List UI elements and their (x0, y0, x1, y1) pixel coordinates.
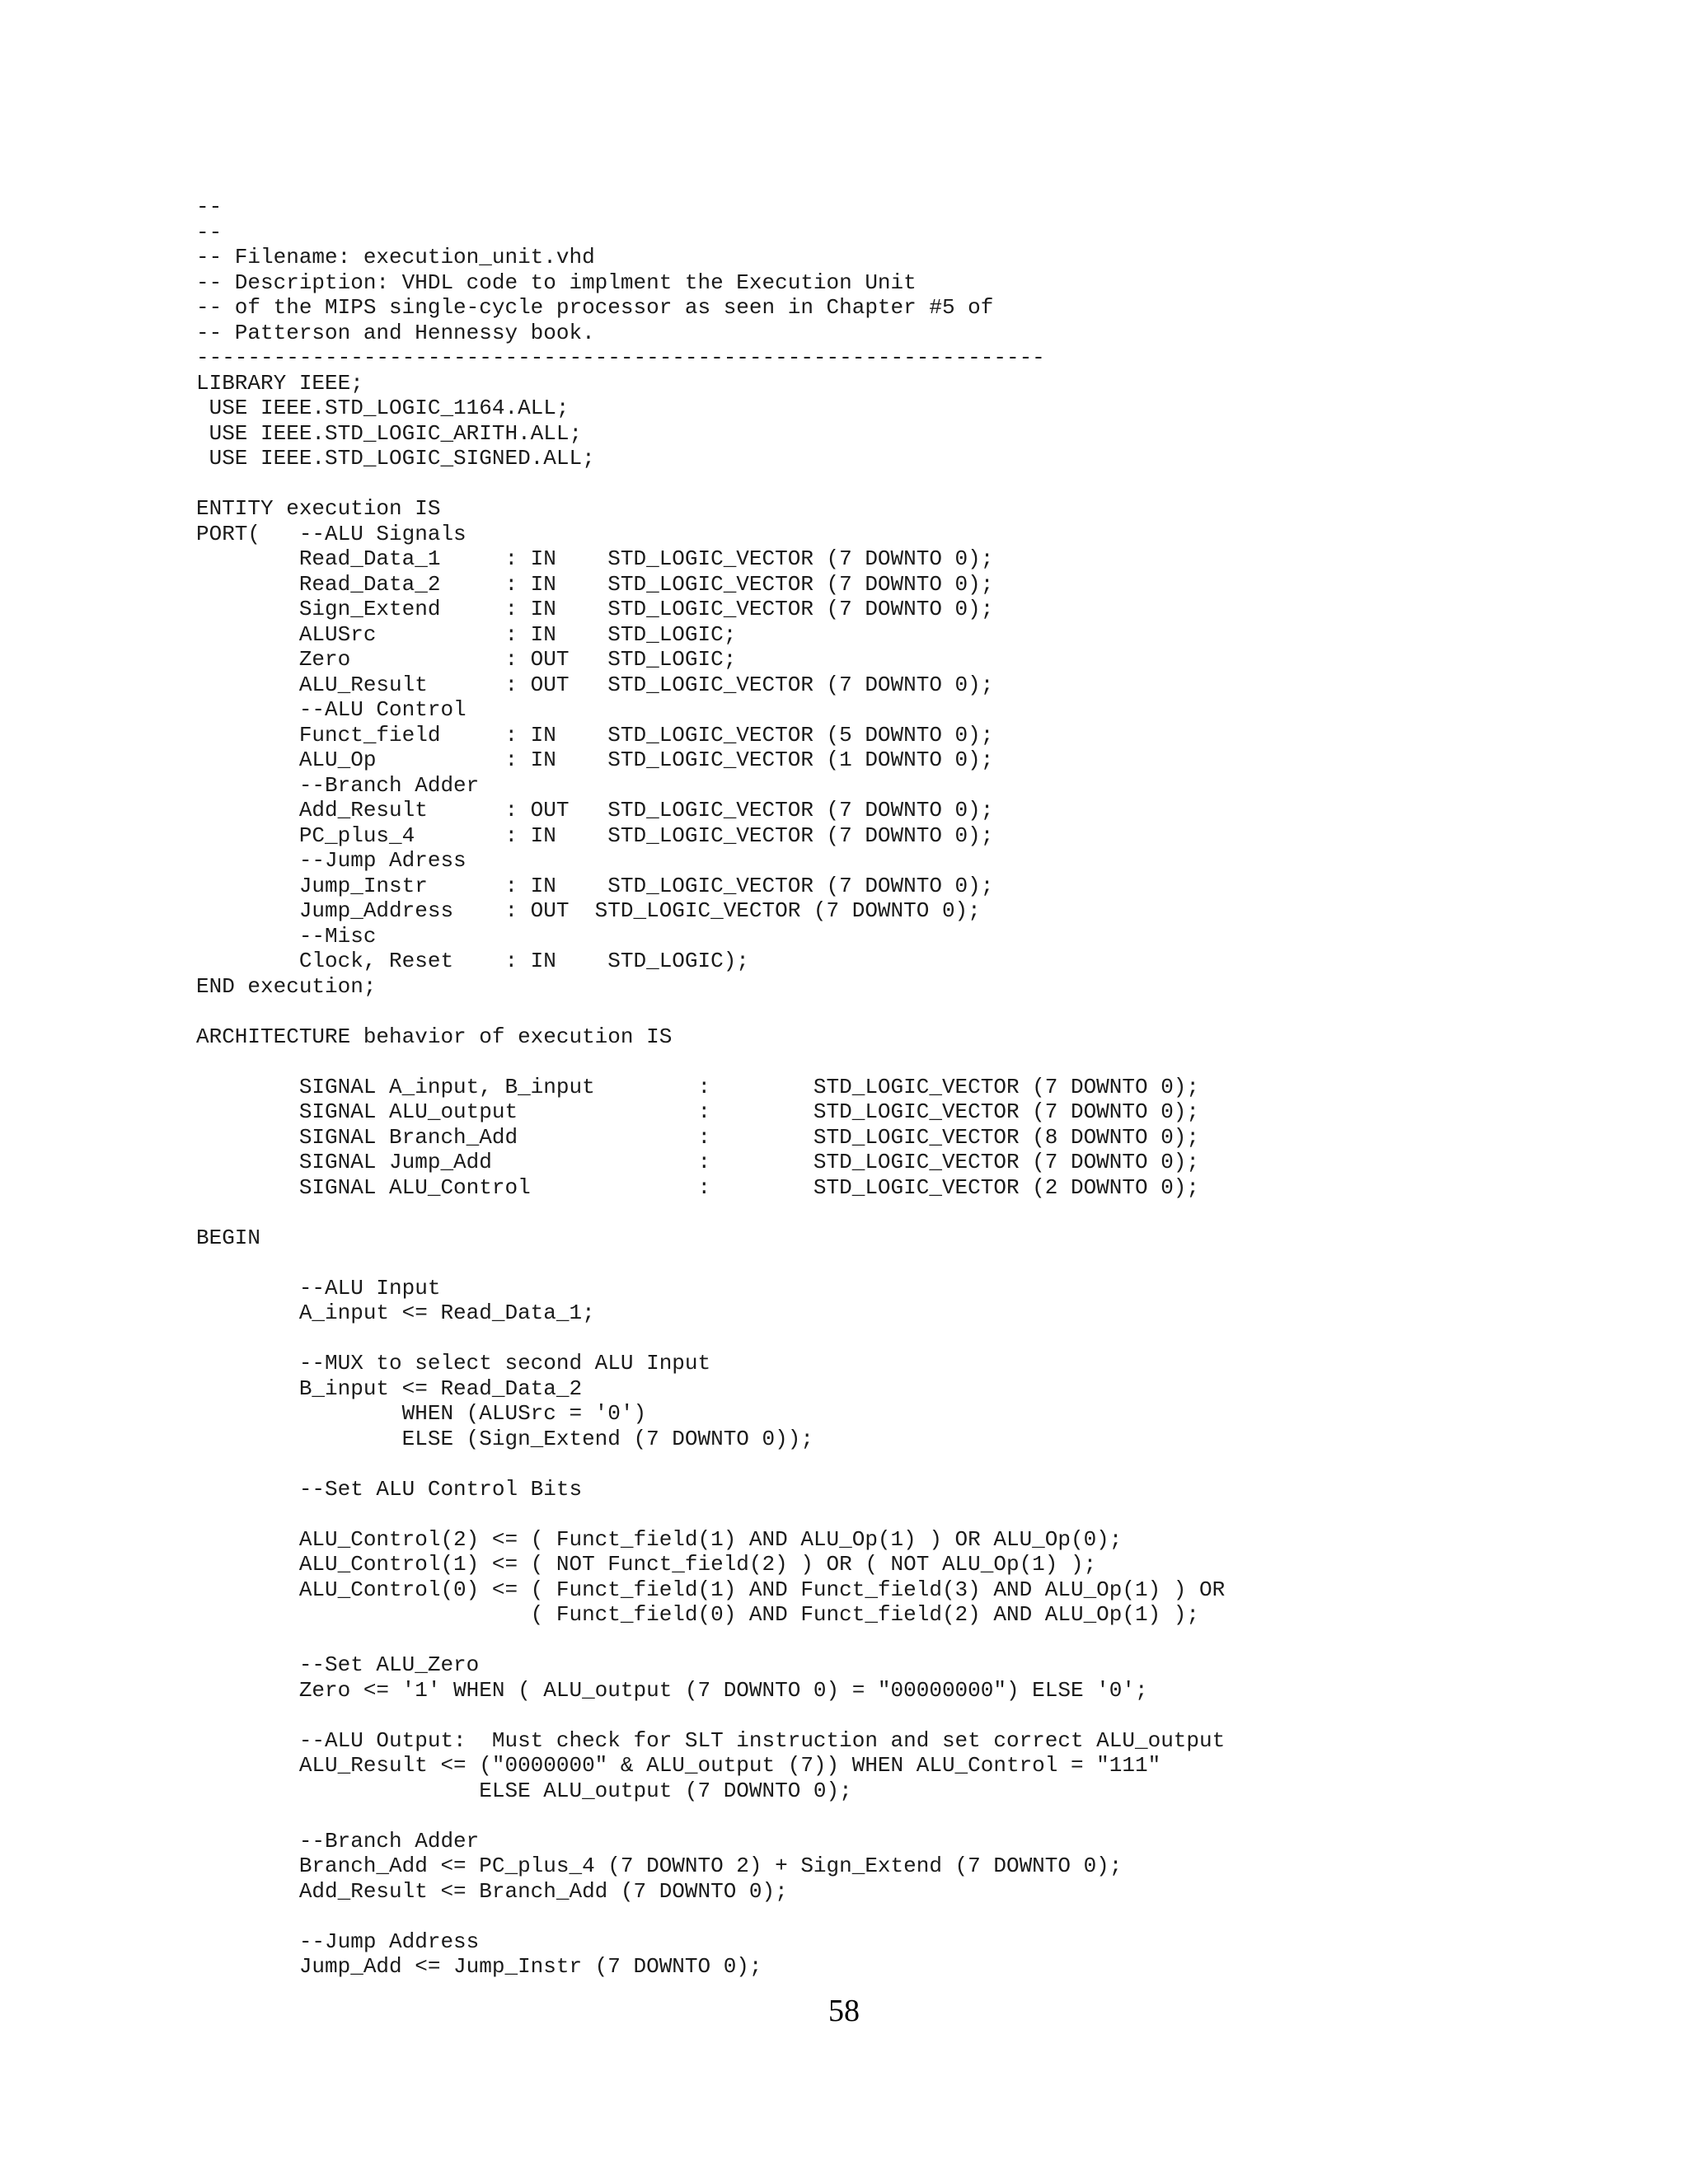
code-line: --MUX to select second ALU Input (196, 1351, 711, 1376)
code-line (196, 1326, 1225, 1352)
code-line: --Misc (196, 923, 377, 949)
code-line: --Jump Adress (196, 848, 467, 873)
code-line (196, 999, 1225, 1024)
code-line: PC_plus_4 : IN STD_LOGIC_VECTOR (7 DOWNTO 0); (196, 823, 994, 848)
code-line: ( Funct_field(0) AND Funct_field(2) AND ALU_Op(1) ); (196, 1602, 1199, 1627)
code-line: -- (196, 219, 223, 245)
code-line: USE IEEE.STD_LOGIC_ARITH.ALL; (196, 420, 583, 446)
code-line (196, 1803, 1225, 1829)
code-line: Jump_Address : OUT STD_LOGIC_VECTOR (7 DOWNTO 0); (196, 898, 981, 923)
code-line (196, 1200, 1225, 1226)
code-line: ALU_Result <= ("0000000" & ALU_output (7)) WHEN ALU_Control = "111" (196, 1753, 1161, 1778)
code-line: END execution; (196, 973, 377, 999)
code-line: ARCHITECTURE behavior of execution IS (196, 1024, 673, 1049)
code-line (196, 1250, 1225, 1276)
code-line: --Set ALU Control Bits (196, 1476, 583, 1502)
code-line: SIGNAL Branch_Add : STD_LOGIC_VECTOR (8 DOWNTO 0); (196, 1124, 1199, 1150)
code-line: LIBRARY IEEE; (196, 370, 363, 396)
code-line: WHEN (ALUSrc = '0') (196, 1401, 647, 1426)
code-line: ELSE ALU_output (7 DOWNTO 0); (196, 1778, 852, 1803)
code-line (196, 1904, 1225, 1929)
code-line: A_input <= Read_Data_1; (196, 1301, 595, 1325)
code-line: -- Description: VHDL code to implment the Execution Unit (196, 269, 917, 295)
code-line: Sign_Extend : IN STD_LOGIC_VECTOR (7 DOWNTO 0); (196, 597, 994, 621)
code-line (196, 1628, 1225, 1653)
code-line: ------------------------------------------------------------------ (196, 345, 1045, 370)
code-line: ALUSrc : IN STD_LOGIC; (196, 621, 737, 647)
code-line (196, 471, 1225, 497)
code-line: --ALU Control (196, 697, 467, 722)
vhdl-code-listing (196, 194, 1225, 1980)
code-line: ENTITY execution IS (196, 496, 441, 521)
code-line: ALU_Control(1) <= ( NOT Funct_field(2) ) OR ( NOT ALU_Op(1) ); (196, 1552, 1097, 1577)
code-line: --ALU Input (196, 1275, 441, 1301)
code-line: SIGNAL A_input, B_input : STD_LOGIC_VECTOR (7 DOWNTO 0); (196, 1074, 1199, 1099)
code-line: SIGNAL ALU_output : STD_LOGIC_VECTOR (7 DOWNTO 0); (196, 1099, 1199, 1124)
code-line: Add_Result : OUT STD_LOGIC_VECTOR (7 DOWNTO 0); (196, 798, 994, 823)
code-line: Read_Data_1 : IN STD_LOGIC_VECTOR (7 DOWNTO 0); (196, 546, 994, 571)
code-line: -- of the MIPS single-cycle processor as seen in Chapter #5 of (196, 295, 994, 320)
code-line: -- (196, 194, 223, 219)
code-line: -- Patterson and Hennessy book. (196, 320, 595, 345)
code-line: ALU_Result : OUT STD_LOGIC_VECTOR (7 DOWNTO 0); (196, 672, 994, 697)
code-line: PORT( --ALU Signals (196, 521, 467, 546)
code-line: ALU_Control(2) <= ( Funct_field(1) AND ALU_Op(1) ) OR ALU_Op(0); (196, 1526, 1123, 1552)
code-line (196, 1451, 1225, 1477)
code-line: --ALU Output: Must check for SLT instruction and set correct ALU_output (196, 1727, 1226, 1753)
code-line: Zero <= '1' WHEN ( ALU_output (7 DOWNTO 0) = "00000000") ELSE '0'; (196, 1677, 1148, 1703)
code-line (196, 1703, 1225, 1728)
code-line: Read_Data_2 : IN STD_LOGIC_VECTOR (7 DOWNTO 0); (196, 571, 994, 597)
code-line: SIGNAL ALU_Control : STD_LOGIC_VECTOR (2 DOWNTO 0); (196, 1174, 1199, 1200)
code-line: Jump_Instr : IN STD_LOGIC_VECTOR (7 DOWNTO 0); (196, 873, 994, 898)
page-number: 58 (828, 1994, 860, 2028)
code-line: SIGNAL Jump_Add : STD_LOGIC_VECTOR (7 DOWNTO 0); (196, 1150, 1199, 1174)
code-line: Branch_Add <= PC_plus_4 (7 DOWNTO 2) + Sign_Extend (7 DOWNTO 0); (196, 1854, 1123, 1878)
code-line: B_input <= Read_Data_2 (196, 1376, 583, 1401)
code-line: USE IEEE.STD_LOGIC_1164.ALL; (196, 396, 570, 420)
code-line: Zero : OUT STD_LOGIC; (196, 647, 737, 672)
code-line: USE IEEE.STD_LOGIC_SIGNED.ALL; (196, 446, 595, 471)
code-line: Funct_field : IN STD_LOGIC_VECTOR (5 DOWNTO 0); (196, 722, 994, 748)
code-line (196, 1502, 1225, 1527)
code-line: --Jump Address (196, 1929, 480, 1954)
code-line: -- Filename: execution_unit.vhd (196, 245, 595, 269)
code-line: --Branch Adder (196, 772, 480, 798)
code-line: --Set ALU_Zero (196, 1652, 480, 1677)
code-line: ALU_Op : IN STD_LOGIC_VECTOR (1 DOWNTO 0); (196, 748, 994, 772)
code-line: Clock, Reset : IN STD_LOGIC); (196, 949, 749, 973)
code-line: ELSE (Sign_Extend (7 DOWNTO 0)); (196, 1426, 814, 1451)
code-line: Jump_Add <= Jump_Instr (7 DOWNTO 0); (196, 1954, 762, 1979)
code-line: --Branch Adder (196, 1828, 480, 1854)
code-line: Add_Result <= Branch_Add (7 DOWNTO 0); (196, 1878, 788, 1904)
code-line: BEGIN (196, 1225, 261, 1250)
code-line (196, 1049, 1225, 1075)
code-line: ALU_Control(0) <= ( Funct_field(1) AND Funct_field(3) AND ALU_Op(1) ) OR (196, 1577, 1226, 1602)
